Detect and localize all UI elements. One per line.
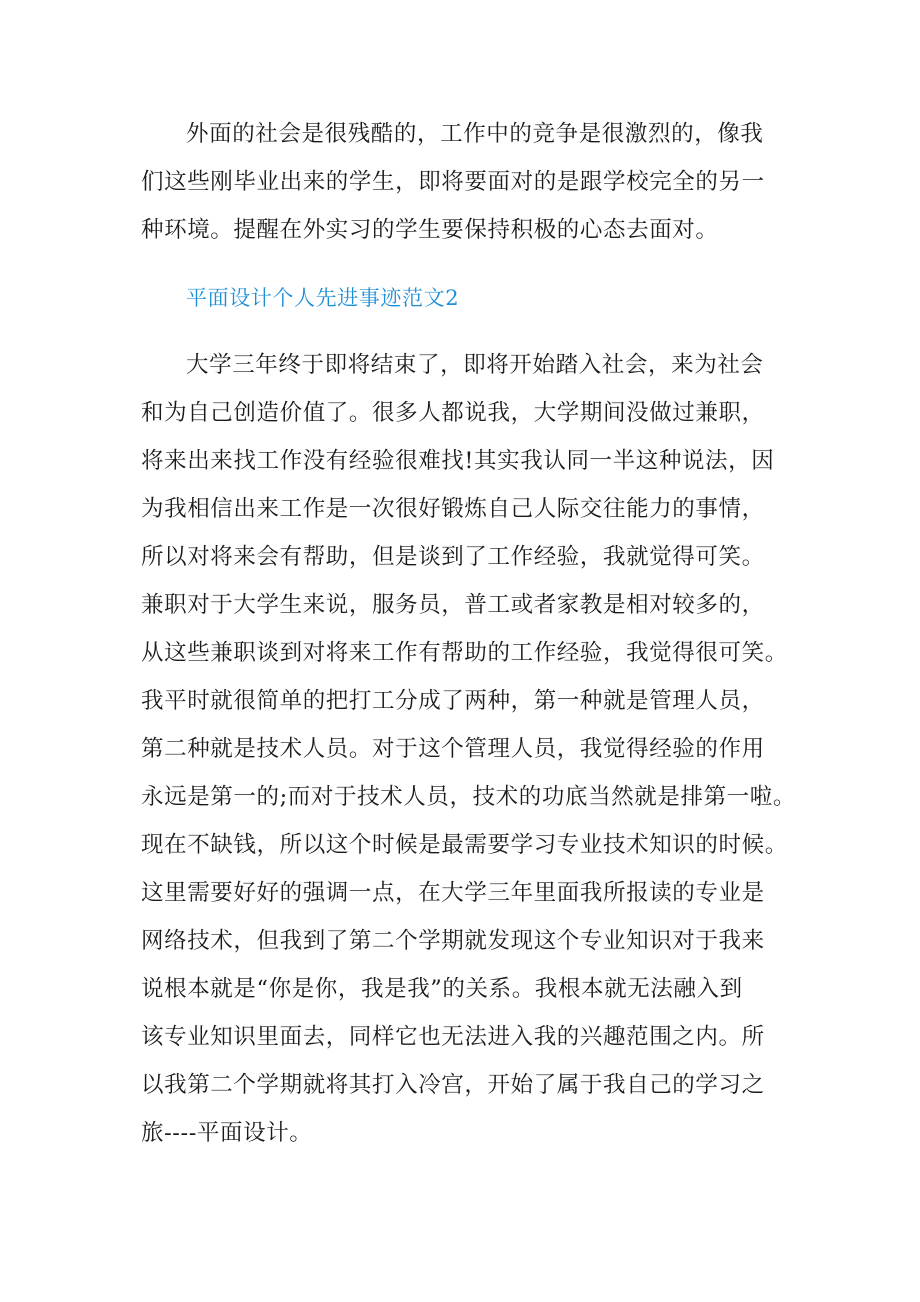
paragraph-2-line-10: 永远是第一的;而对于技术人员，技术的功底当然就是排第一啦。 — [141, 784, 796, 810]
paragraph-2-line-9: 第二种就是技术人员。对于这个管理人员，我觉得经验的作用 — [141, 736, 765, 762]
paragraph-2-line-3: 将来出来找工作没有经验很难找!其实我认同一半这种说法，因 — [141, 448, 775, 474]
paragraph-2-line-15: 该专业知识里面去，同样它也无法进入我的兴趣范围之内。所 — [141, 1024, 765, 1050]
paragraph-2-line-6: 兼职对于大学生来说，服务员，普工或者家教是相对较多的， — [141, 592, 765, 618]
paragraph-2-line-11: 现在不缺钱，所以这个时候是最需要学习专业技术知识的时候。 — [141, 832, 788, 858]
paragraph-2-line-5: 所以对将来会有帮助，但是谈到了工作经验，我就觉得可笑。 — [141, 544, 765, 570]
paragraph-2-line-17: 旅----平面设计。 — [141, 1120, 313, 1146]
paragraph-1-line-1: 外面的社会是很残酷的，工作中的竞争是很激烈的，像我 — [186, 121, 764, 147]
paragraph-2-line-16: 以我第二个学期就将其打入冷宫，开始了属于我自己的学习之 — [141, 1072, 765, 1098]
paragraph-1-line-3: 种环境。提醒在外实习的学生要保持积极的心态去面对。 — [141, 217, 719, 243]
paragraph-1-line-2: 们这些刚毕业出来的学生，即将要面对的是跟学校完全的另一 — [141, 169, 765, 195]
paragraph-2-line-14: 说根本就是“你是你，我是我”的关系。我根本就无法融入到 — [141, 976, 743, 1002]
paragraph-2-line-7: 从这些兼职谈到对将来工作有帮助的工作经验，我觉得很可笑。 — [141, 640, 788, 666]
paragraph-2-line-13: 网络技术，但我到了第二个学期就发现这个专业知识对于我来 — [141, 928, 765, 954]
paragraph-2-line-4: 为我相信出来工作是一次很好锻炼自己人际交往能力的事情， — [141, 496, 765, 522]
paragraph-2-line-8: 我平时就很简单的把打工分成了两种，第一种就是管理人员， — [141, 688, 765, 714]
paragraph-2-line-12: 这里需要好好的强调一点，在大学三年里面我所报读的专业是 — [141, 880, 765, 906]
section-heading: 平面设计个人先进事迹范文2 — [186, 286, 460, 310]
paragraph-2-line-2: 和为自己创造价值了。很多人都说我，大学期间没做过兼职， — [141, 400, 765, 426]
paragraph-2-line-1: 大学三年终于即将结束了，即将开始踏入社会，来为社会 — [186, 352, 764, 378]
